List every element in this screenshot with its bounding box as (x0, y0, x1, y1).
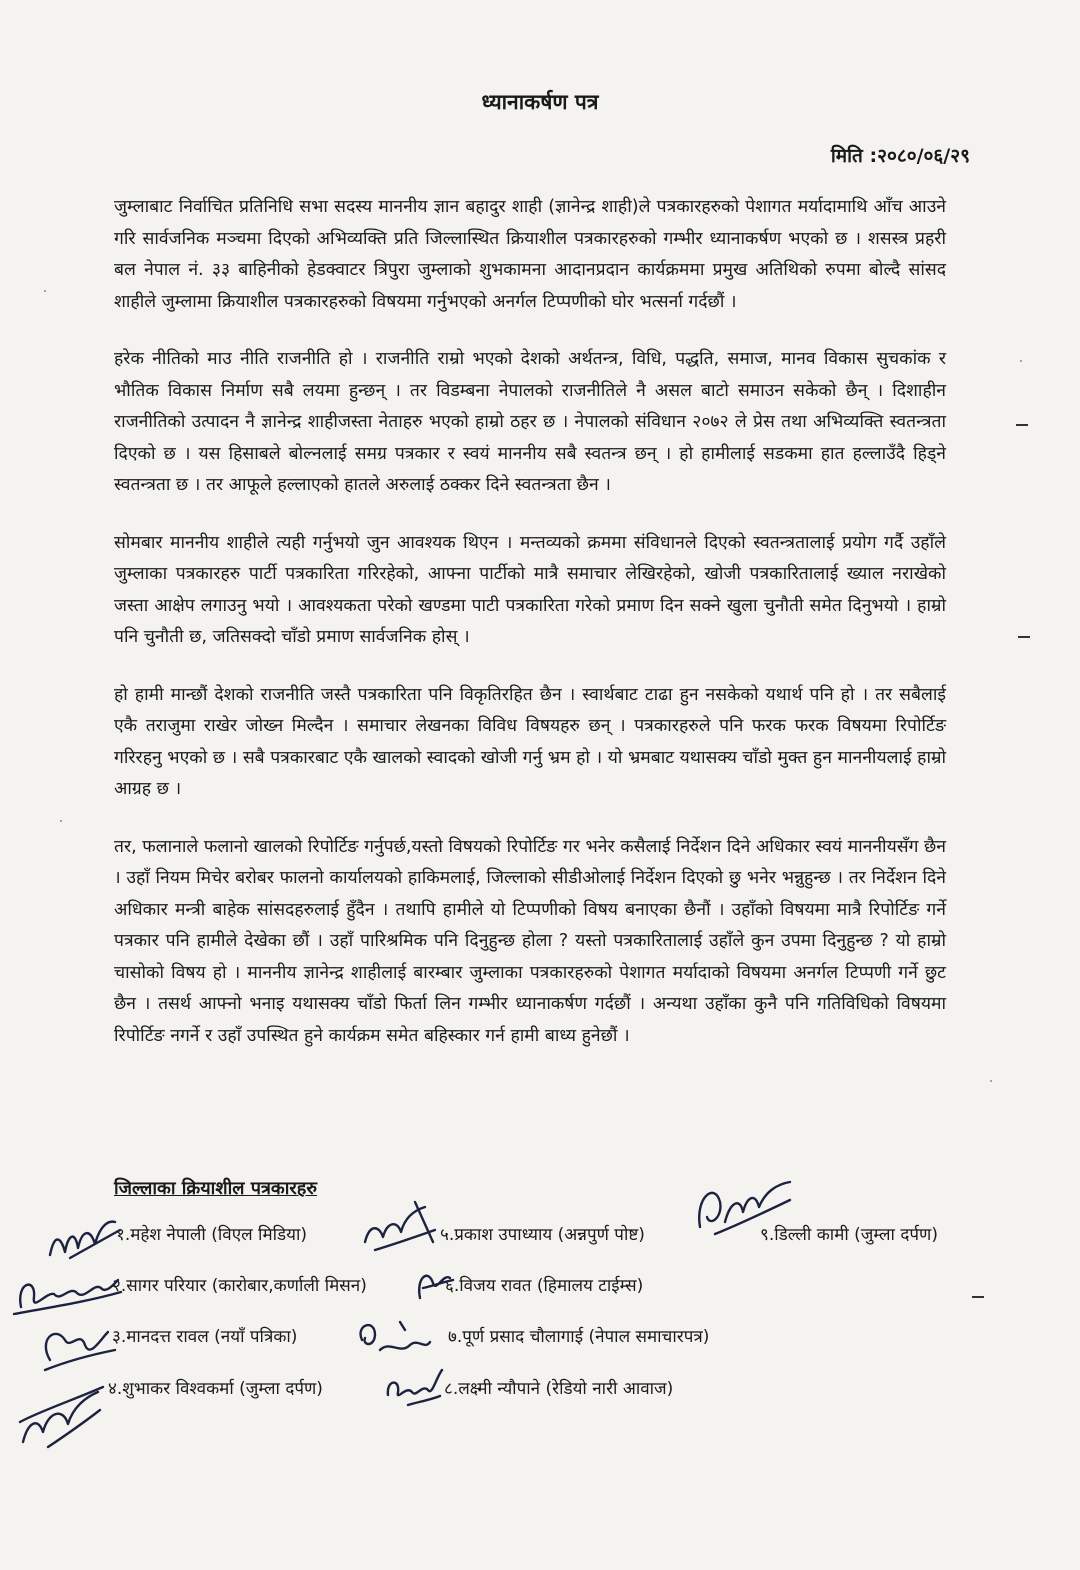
signatory-8: ८.लक्ष्मी न्यौपाने (रेडियो नारी आवाज) (444, 1379, 674, 1399)
signatory-2: २.सागर परियार (कारोबार,कर्णाली मिसन) (112, 1276, 367, 1296)
paragraph-4: हो हामी मान्छौं देशको राजनीति जस्तै पत्रकारिता पनि विकृतिरहित छैन । स्वार्थबाट टाढा हुन नसकेको यथार्थ पनि हो । तर सबैलाई एकै तराजुमा राखेर जोख्न मिल्दैन । समाचार लेखनका विविध विषयहरु छन् । पत्रकारहरुले पनि फरक फरक विषयमा रिपोर्टिङ गरिरहनु भएको छ । सबै पत्रकारबाट एकै खालको स्वादको खोजी गर्नु भ्रम हो । यो भ्रमबाट यथासक्य चाँडो मुक्त हुन माननीयलाई हाम्रो आग्रह छ । (114, 684, 946, 799)
signatory-5: ५.प्रकाश उपाध्याय (अन्नपुर्ण पोष्ट) (440, 1225, 645, 1245)
scan-speck (60, 820, 62, 822)
scan-speck (44, 290, 46, 292)
handwritten-signature-4 (8, 1362, 108, 1452)
signatory-4: ४.शुभाकर विश्वकर्मा (जुम्ला दर्पण) (108, 1379, 323, 1399)
scan-mark (972, 1296, 984, 1298)
paragraph-5: तर, फलानाले फलानो खालको रिपोर्टिङ गर्नुपर्छ,यस्तो विषयको रिपोर्टिङ गर भनेर कसैलाई निर्देशन दिने अधिकार स्वयं माननीयसँग छैन । उहाँ नियम मिचेर बरोबर फालनो कार्यालयको हाकिमलाई, जिल्लाको सीडीओलाई निर्देशन दिएको छु भनेर भन्नुहुन्छ । तर निर्देशन दिने अधिकार मन्त्री बाहेक सांसदहरुलाई हुँदैन । तथापि हामीले यो टिप्पणीको विषय बनाएका छैनौं । उहाँको विषयमा मात्रै रिपोर्टिङ गर्ने पत्रकार पनि हामीले देखेका छौं । उहाँ पारिश्रमिक पनि दिनुहुन्छ होला ? यस्तो पत्रकारितालाई उहाँले कुन उपमा दिनुहुन्छ ? यो हाम्रो चासोको विषय हो । माननीय ज्ञानेन्द्र शाहीलाई बारम्बार जुम्लाका पत्रकारहरुको पेशागत मर्यादाको विषयमा अनर्गल टिप्पणी गर्ने छुट छैन । तसर्थ आफ्नो भनाइ यथासक्य चाँडो फिर्ता लिन गम्भीर ध्यानाकर्षण गर्दछौं । अन्यथा उहाँका कुनै पनि गतिविधिको विषयमा रिपोर्टिङ नगर्ने र उहाँ उपस्थित हुने कार्यक्रम समेत बहिस्कार गर्न हामी बाध्य हुनेछौं । (114, 836, 946, 1046)
handwritten-signature-7 (350, 1310, 435, 1365)
paragraph-2: हरेक नीतिको माउ नीति राजनीति हो । राजनीति राम्रो भएको देशको अर्थतन्त्र, विधि, पद्धति, समाज, मानव विकास सुचकांक र भौतिक विकास निर्माण सबै लयमा हुन्छन् । तर विडम्बना नेपालको राजनीतिले नै असल बाटो समाउन सकेको छैन् । दिशाहीन राजनीतिको उत्पादन नै ज्ञानेन्द्र शाहीजस्ता नेताहरु भएको हाम्रो ठहर छ । नेपालको संविधान २०७२ ले प्रेस तथा अभिव्यक्ति स्वतन्त्रता दिएको छ । यस हिसाबले बोल्नलाई समग्र पत्रकार र स्वयं माननीय सबै स्वतन्त्र छन् । हो हामीलाई सडकमा हात हल्लाउँदै हिड्ने स्वतन्त्रता छ । तर आफूले हल्लाएको हातले अरुलाई ठक्कर दिने स्वतन्त्रता छैन । (114, 349, 946, 495)
letter-title: ध्यानाकर्षण पत्र (481, 90, 599, 114)
letter-body (114, 192, 946, 1052)
letter-date: मिति :२०८०/०६/२९ (830, 145, 970, 167)
paragraph-1: जुम्लाबाट निर्वाचित प्रतिनिधि सभा सदस्य माननीय ज्ञान बहादुर शाही (ज्ञानेन्द्र शाही)ले पत्रकारहरुको पेशागत मर्यादामाथि आँच आउने गरि सार्वजनिक मञ्चमा दिएको अभिव्यक्ति प्रति जिल्लास्थित क्रियाशील पत्रकारहरुको गम्भीर ध्यानाकर्षण भएको छ । शसस्त्र प्रहरी बल नेपाल नं. ३३ बाहिनीको हेडक्वाटर त्रिपुरा जुम्लाको शुभकामना आदानप्रदान कार्यक्रममा प्रमुख अतिथिको रुपमा बोल्दै सांसद शाहीले जुम्लामा क्रियाशील पत्रकारहरुको विषयमा गर्नुभएको अनर्गल टिप्पणीको घोर भत्सर्ना गर्दछौं । (114, 197, 946, 312)
signatory-7: ७.पूर्ण प्रसाद चौलागाई (नेपाल समाचारपत्र) (448, 1327, 710, 1347)
scan-speck (1020, 360, 1022, 362)
scan-mark (1018, 636, 1030, 638)
paragraph-3: सोमबार माननीय शाहीले त्यही गर्नुभयो जुन आवश्यक थिएन । मन्तव्यको क्रममा संविधानले दिएको स्वतन्त्रतालाई प्रयोग गर्दै उहाँले जुम्लाका पत्रकारहरु पार्टी पत्रकारिता गरिरहेको, आफ्ना पार्टीको मात्रै समाचार लेखिरहेको, खोजी पत्रकारितालाई ख्याल नराखेको जस्ता आक्षेप लगाउनु भयो । आवश्यकता परेको खण्डमा पाटी पत्रकारिता गरेको प्रमाण दिन सक्ने खुला चुनौती समेत दिनुभयो । हाम्रो पनि चुनौती छ, जतिसक्दो चाँडो प्रमाण सार्वजनिक होस् । (114, 532, 946, 647)
signatories-heading: जिल्लाका क्रियाशील पत्रकारहरु (114, 1178, 318, 1199)
scan-speck (990, 1080, 992, 1082)
handwritten-signature-8 (378, 1360, 448, 1415)
scan-mark (1016, 424, 1028, 426)
signatory-3: ३.मानदत्त रावल (नयाँ पत्रिका) (112, 1327, 298, 1347)
handwritten-signature-3 (30, 1310, 120, 1380)
signatory-9: ९.डिल्ली कामी (जुम्ला दर्पण) (760, 1225, 938, 1245)
signatory-6: ६.विजय रावत (हिमालय टाईम्स) (445, 1276, 644, 1296)
signatory-1: १.महेश नेपाली (विएल मिडिया) (116, 1225, 308, 1245)
handwritten-signature-5 (355, 1192, 440, 1257)
handwritten-signature-2 (6, 1262, 126, 1322)
